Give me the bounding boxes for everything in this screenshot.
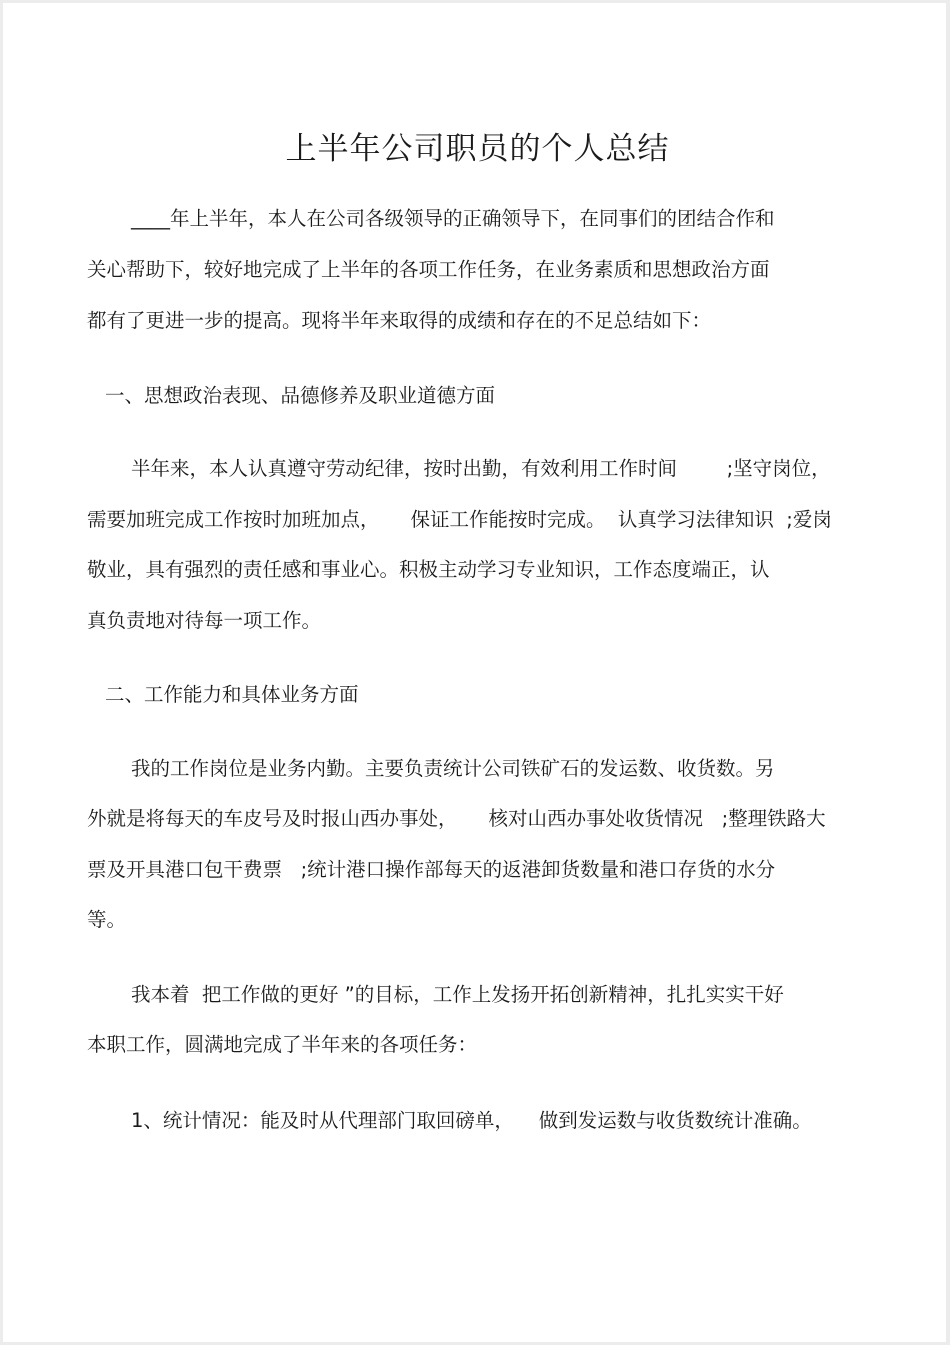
section2-line-4: 等。: [87, 908, 127, 931]
document-title: 上半年公司职员的个人总结: [285, 131, 670, 167]
intro-line-1: ____年上半年，本人在公司各级领导的正确领导下，在同事们的团结合作和: [131, 207, 775, 230]
section2-line-1: 我的工作岗位是业务内勤。主要负责统计公司铁矿石的发运数、收货数。另: [131, 757, 775, 780]
intro-line-3: 都有了更进一步的提高。现将半年来取得的成绩和存在的不足总结如下：: [87, 309, 712, 332]
section2-line-3: 票及开具港口包干费票 ;统计港口操作部每天的返港卸货数量和港口存货的水分: [87, 858, 776, 881]
document-page: [3, 3, 946, 1342]
section1-line-2: 需要加班完成工作按时加班加点， 保证工作能按时完成。 认真学习法律知识 ;爱岗: [87, 508, 832, 531]
paragraph3-line-2: 本职工作，圆满地完成了半年来的各项任务：: [87, 1033, 478, 1056]
section1-line-3: 敬业，具有强烈的责任感和事业心。积极主动学习专业知识，工作态度端正，认: [87, 558, 770, 581]
list-item-1: 1、统计情况：能及时从代理部门取回磅单， 做到发运数与收货数统计准确。: [131, 1109, 812, 1132]
section1-line-4: 真负责地对待每一项工作。: [87, 609, 322, 632]
intro-line-2: 关心帮助下，较好地完成了上半年的各项工作任务，在业务素质和思想政治方面: [87, 258, 770, 281]
paragraph3-line-1: 我本着 把工作做的更好 ”的目标，工作上发扬开拓创新精神，扎扎实实干好: [131, 983, 784, 1006]
section1-heading: 一、思想政治表现、品德修养及职业道德方面: [105, 384, 496, 407]
section1-line-1: 半年来，本人认真遵守劳动纪律，按时出勤，有效利用工作时间 ;坚守岗位，: [131, 457, 831, 480]
section2-line-2: 外就是将每天的车皮号及时报山西办事处， 核对山西办事处收货情况 ;整理铁路大: [87, 807, 826, 830]
section2-heading: 二、工作能力和具体业务方面: [105, 683, 359, 706]
